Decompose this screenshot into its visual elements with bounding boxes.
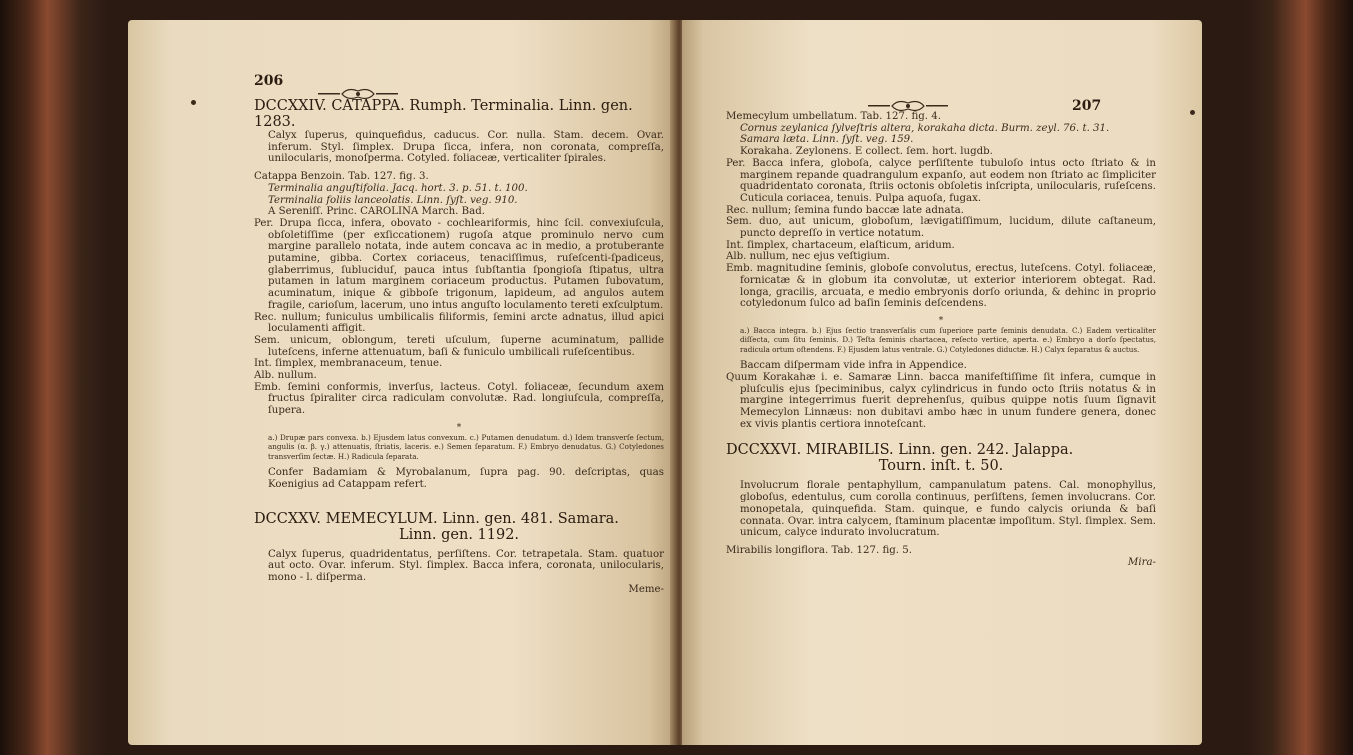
discussion-paragraph: Quum Korakahæ i. e. Samaræ Linn. bacca manifeſtiſſime ſit infera, cumque in pluſculis ejus ſpeciminibus, calyx cylindricus in fundo octo ſtriis notatus & in margine integerrimus fuerit deprehenſus, quibus quippe notis ſuum ſignavit Memecylon Linnæus: non dubitavi ambo hæc in unum fundere genera, donec ex vivis plantis certiora innoteſcant. — [726, 371, 1156, 430]
synonym: Terminalia foliis lanceolatis. Linn. ſyſt. veg. 910. — [268, 194, 518, 206]
species-name: Mirabilis longiflora. Tab. 127. fig. 5. — [726, 544, 912, 556]
genus-description: Calyx ſuperus, quinquefidus, caducus. Cor. nulla. Stam. decem. Ovar. inferum. Styl. ſimplex. Drupa ſicca, infera, non coronata, compreſſa, unilocularis, monoſperma. Cotyled. foliaceæ, verticaliter ſpirales. — [268, 130, 664, 165]
separator-star: * — [938, 315, 944, 326]
right-page — [682, 20, 1202, 745]
section-heading-line2: Tourn. inſt. t. 50. — [878, 458, 1004, 475]
left-page — [128, 20, 676, 745]
albumen-description: Alb. nullum. — [254, 370, 317, 382]
species-name: Catappa Benzoin. Tab. 127. fig. 3. — [254, 171, 429, 183]
catchword: Meme- — [628, 583, 664, 595]
genus-description: Calyx ſuperus, quadridentatus, perſiſtens. Cor. tetrapetala. Stam. quatuor aut octo. Ovar. inferum. Styl. ſimplex. Bacca infera, coronata, unilocularis, mono - l. diſperma. — [268, 548, 664, 583]
pericarp-description: Per. Drupa ſicca, infera, obovato - cochleariformis, hinc ſcil. convexiuſcula, obſoletiſſime (per exſiccationem) rugoſa atque prominulo nervo cum margine parallelo notata, inde autem concava ac in medio, a protuberante putamine, gibba. Cortex coriaceus, tenaciſſimus, ruſeſcenti-ſpadiceus, glaberrimus, ſubluciduſ, pauca intus ſubſtantia ſpongioſa ſtipatus, ultra putamen in latum marginem coriaceum productus. Putamen ſubovatum, acuminatum, inique & gibboſe trigonum, lapideum, ad angulos autem fragile, carioſum, lacerum, uno intus anguſto loculamento tereti exſculptum. — [254, 217, 664, 311]
albumen-description: Alb. nullum, nec ejus veſtigium. — [726, 251, 890, 263]
seed-description: Sem. duo, aut unicum, globoſum, lævigatiſſimum, lucidum, dilute caſtaneum, puncto depreſſo in vertice notatum. — [726, 216, 1156, 240]
receptacle-description: Rec. nullum; funiculus umbilicalis filiformis, ſemini arcte adnatus, illud apici loculamenti affigit. — [254, 311, 664, 335]
decorative-dot — [1190, 110, 1195, 115]
catchword: Mira- — [1127, 556, 1156, 568]
embryo-description: Emb. ſemini conformis, inverſus, lacteus. Cotyl. foliaceæ, ſecundum axem fructus ſpiraliter circa radiculam convolutæ. Rad. longiuſcula, compreſſa, ſupera. — [254, 381, 664, 417]
separator-star: * — [456, 422, 462, 433]
pericarp-description: Per. Bacca infera, globoſa, calyce perſiſtente tubuloſo intus octo ſtriato & in marginem repande quadrangulum expanſo, aut eodem non ſtriato ac ſimpliciter quadridentato coronata, ſtriis octonis obſoletis inſcripta, unilocularis, ruſeſcens. Cuticula coriacea, tenuis. Pulpa aquoſa, fugax. — [726, 157, 1156, 204]
appendix-note: Baccam diſpermam vide infra in Appendice. — [740, 360, 967, 372]
figure-legend: a.) Bacca integra. b.) Ejus ſectio transverſalis cum ſuperiore parte ſeminis denudata. C.) Eadem verticaliter diſſecta, cum ſitu ſeminis. D.) Teſta ſeminis chartacea, reſecto vertice, aperta. e.) Embryo a dorſo ſpectatus, radicula ortum oſtendens. F.) Ejusdem latus ventrale. G.) Cotyledones diductæ. H.) Calyx ſeparatus & auctus. — [740, 325, 1156, 354]
page-number: 207 — [1072, 98, 1102, 114]
synonym: Korakaha. Zeylonens. E collect. ſem. hort. lugdb. — [740, 146, 993, 158]
receptacle-description: Rec. nullum; ſemina fundo baccæ late adnata. — [726, 204, 964, 216]
confer-note: Confer Badamiam & Myrobalanum, ſupra pag. 90. deſcriptas, quas Koenigius ad Catappam refert. — [268, 467, 664, 490]
genus-description: Involucrum florale pentaphyllum, campanulatum patens. Cal. monophyllus, globoſus, edentulus, cum corolla continuus, perſiſtens, ſemen involucrans. Cor. monopetala, quinquefida. Stam. quinque, e fundo calycis oriunda & baſi connata. Ovar. intra calycem, ſtaminum placentæ impoſitum. Styl. ſimplex. Sem. unicum, calyce indurato involucratum. — [740, 480, 1156, 539]
section-heading-line2: Linn. gen. 1192. — [398, 526, 520, 543]
seed-description: Sem. unicum, oblongum, tereti uſculum, ſuperne acuminatum, pallide luteſcens, inferne attenuatum, baſi & funiculo umbilicali ruſeſcentibus. — [254, 334, 664, 358]
integument-description: Int. ſimplex, chartaceum, elaſticum, aridum. — [726, 239, 955, 251]
species-name: Memecylum umbellatum. Tab. 127. fig. 4. — [726, 111, 941, 122]
patron-note: A Sereniſſ. Princ. CAROLINA March. Bad. — [268, 206, 485, 218]
integument-description: Int. ſimplex, membranaceum, tenue. — [254, 358, 443, 370]
section-heading: DCCXXV. MEMECYLUM. Linn. gen. 481. Samara. — [254, 510, 619, 527]
synonym: Samara læta. Linn. ſyſt. veg. 159. — [740, 134, 914, 146]
synonym: Terminalia anguſtifolia. Jacq. hort. 3. p. 51. t. 100. — [268, 182, 528, 194]
section-heading: DCCXXVI. MIRABILIS. Linn. gen. 242. Jalappa. — [726, 442, 1074, 459]
synonym: Cornus zeylanica ſylveſtris altera, korakaha dicta. Burm. zeyl. 76. t. 31. — [740, 122, 1110, 134]
section-heading: DCCXXIV. CATAPPA. Rumph. Terminalia. Linn. gen. 1283. — [254, 98, 633, 130]
figure-legend: a.) Drupæ pars convexa. b.) Ejusdem latus convexum. c.) Putamen denudatum. d.) Idem transverſe ſectum, angulis (α. β. γ.) attenuatis, ſtriatis, laceris. e.) Semen ſeparatum. F.) Embryo denudatus. G.) Cotyledones transverſim ſectæ. H.) Radicula ſeparata. — [268, 432, 664, 461]
embryo-description: Emb. magnitudine ſeminis, globoſe convolutus, erectus, luteſcens. Cotyl. foliaceæ, fornicatæ & in globum ita convolutæ, ut exterior interiorem obtegat. Rad. longa, gracilis, arcuata, e medio embryonis dorſo oriunda, & dehinc in proprio cotyledonum ſulco ad baſin ſeminis deſcendens. — [726, 263, 1156, 310]
decorative-dot — [191, 100, 196, 105]
page-number: 206 — [254, 73, 284, 89]
